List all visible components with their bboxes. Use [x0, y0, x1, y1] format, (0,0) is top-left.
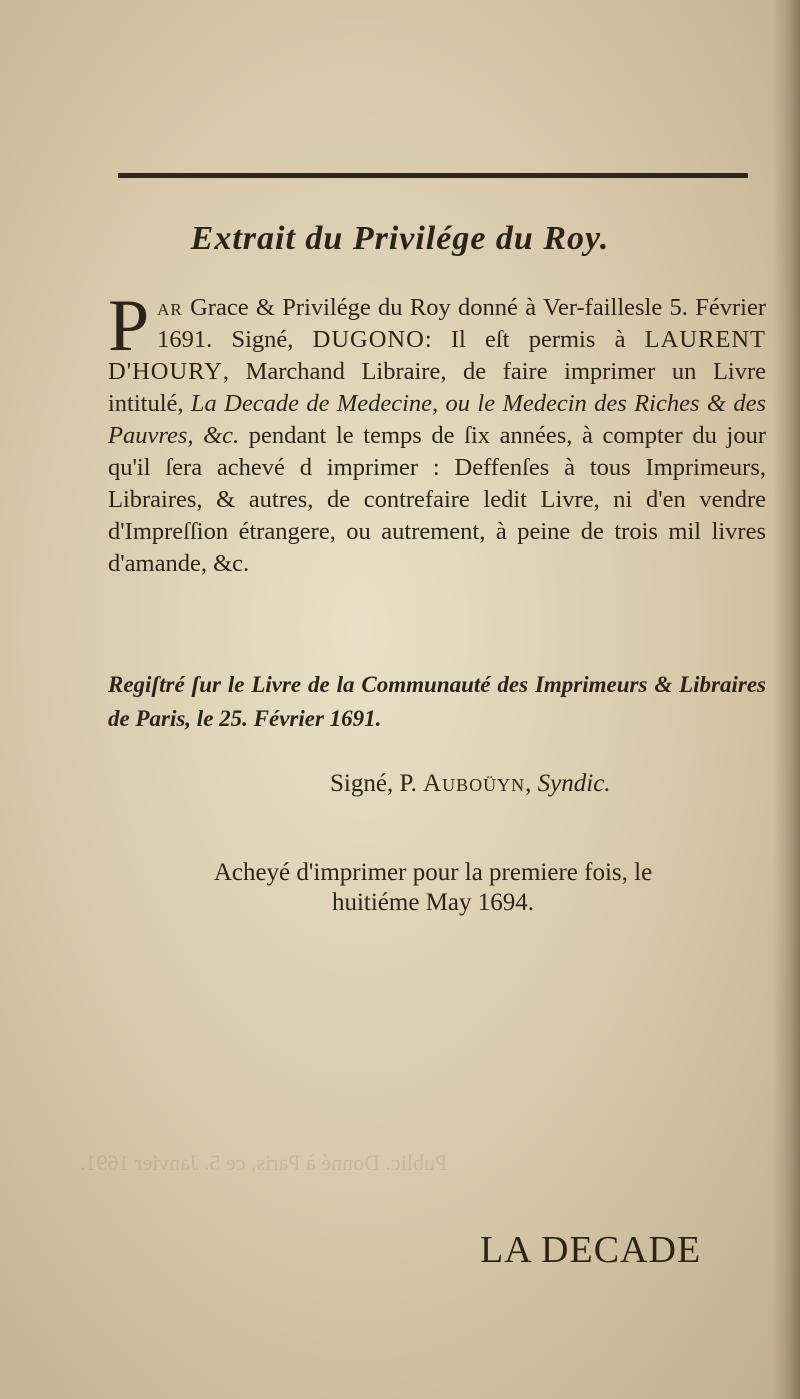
- page-edge-shadow: [772, 0, 800, 1399]
- printing-completed: [108, 858, 758, 918]
- privilege-paragraph: [108, 285, 767, 580]
- signer-name: DUGONO: [312, 326, 425, 353]
- acheve-line-1: Acheyé d'imprimer pour la premiere fois, le: [213, 859, 653, 886]
- acheve-line-2: huitiéme May 1694.: [331, 889, 535, 916]
- syndic-name: Auboüyn: [423, 770, 526, 797]
- syndic-role: Syndic.: [537, 770, 611, 797]
- signature-prefix: Signé, P.: [330, 770, 424, 797]
- privilege-text-2: : Il eſt permis à: [424, 326, 645, 353]
- drop-cap: P: [108, 285, 150, 367]
- book-title: La Decade de Medecine, ou le Medecin des Riches & des Pauvres, &c.: [108, 390, 766, 449]
- privilege-text-4: pendant le temps de ſix années, à compter du jour qu'il ſera achevé d imprimer : Deffenſes à tous Imprimeurs, Libraires, & autres, de contrefaire ledit Livre, ni d'en vendre d'Impreſſion étrangere, ou autrement, à peine de trois mil livres d'amande, &c.: [108, 422, 767, 577]
- syndic-signature: Signé, P. Auboüyn, Syndic.: [330, 770, 611, 797]
- privilege-text-3: , Marchand Libraire, de faire imprimer un Livre intitulé,: [108, 358, 766, 417]
- licensee-name: LAURENT D'HOURY: [108, 326, 766, 385]
- intro-smallcaps: ar: [157, 294, 183, 321]
- catchword: LA DECADE: [480, 1229, 702, 1271]
- privilege-text-1: Grace & Privilége du Roy donné à Ver-faillesle 5. Février 1691. Signé,: [157, 294, 766, 353]
- registration-paragraph: Regiſtré ſur le Livre de la Communauté des Imprimeurs & Libraires de Paris, le 25. Février 1691.: [108, 672, 766, 731]
- bleed-through-text: Public. Donné à Paris, ce 5. Janvier 1691.: [80, 1150, 448, 1175]
- header-rule: [118, 173, 748, 178]
- section-heading: Extrait du Privilége du Roy.: [190, 220, 610, 257]
